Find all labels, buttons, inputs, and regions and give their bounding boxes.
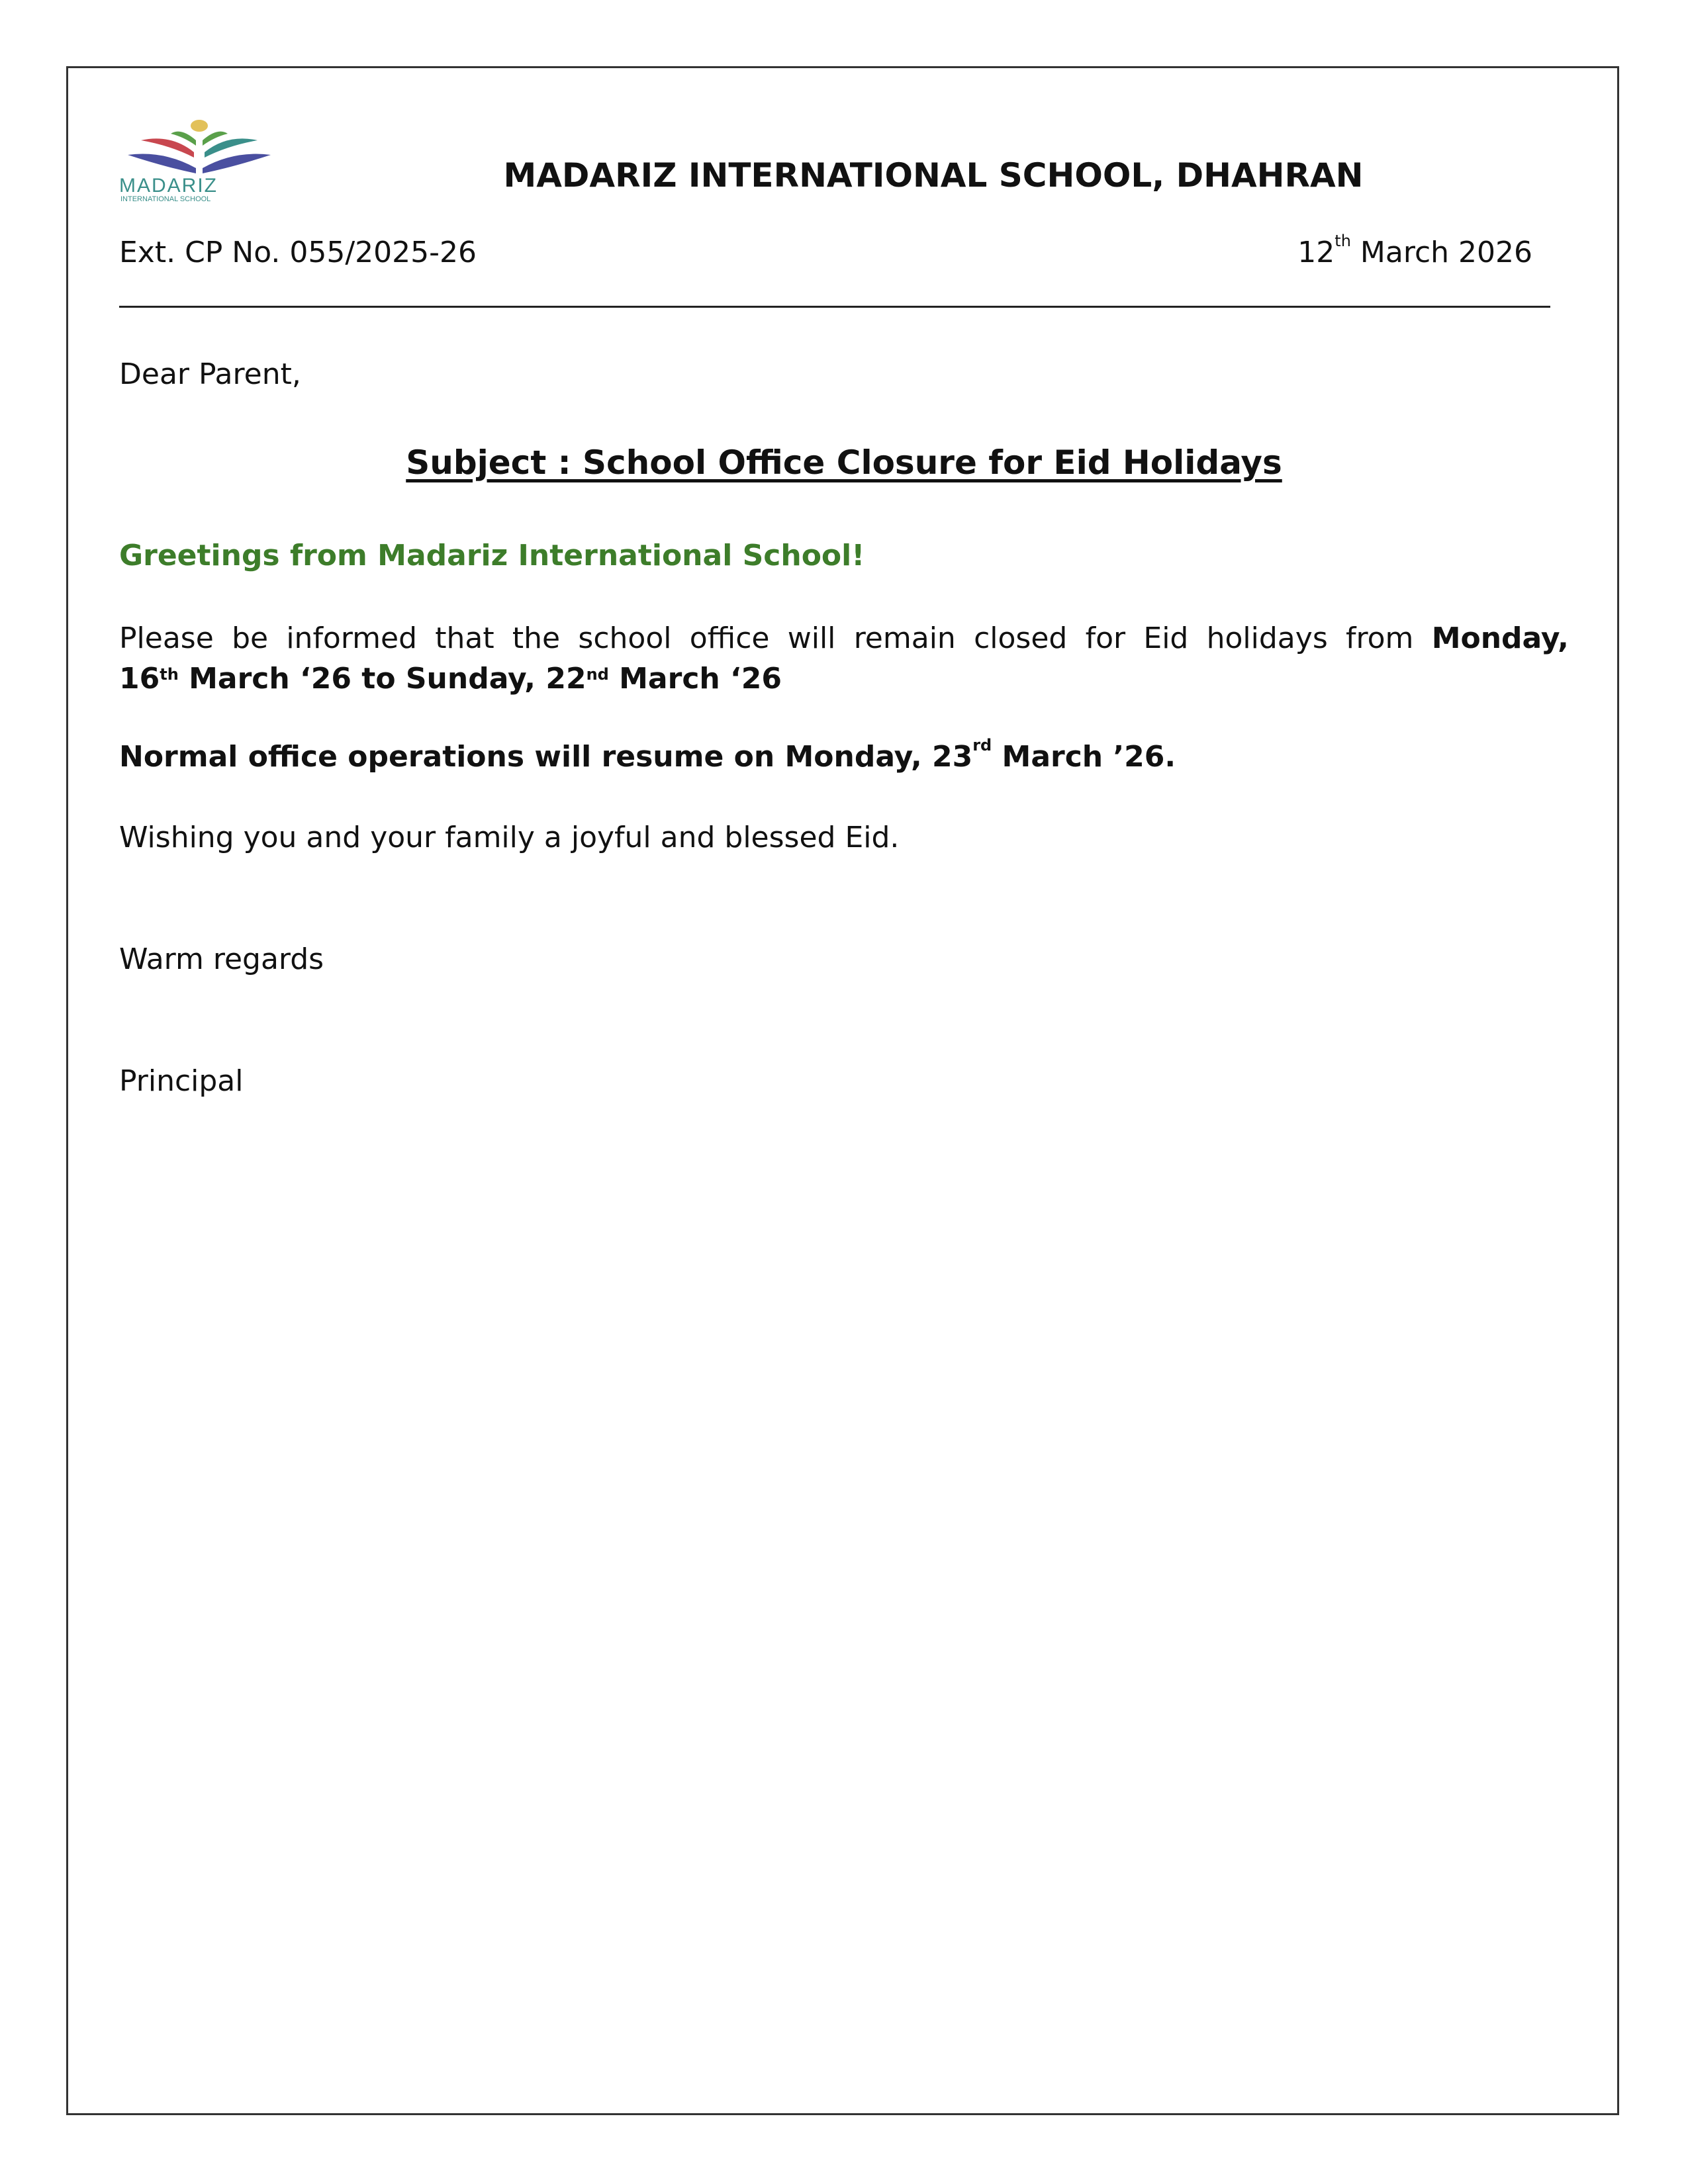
closure-range-text: March ‘26 to Sunday, 22: [178, 662, 586, 696]
closing-regards: Warm regards: [119, 942, 324, 976]
notice-word: Eid: [1143, 621, 1189, 655]
notice-word: Please: [119, 621, 214, 655]
notice-word: will: [787, 621, 836, 655]
signatory-title: Principal: [119, 1064, 244, 1098]
closure-end-text: March ‘26: [608, 662, 782, 696]
lotus-logo-icon: [118, 114, 280, 203]
closure-start-suffix: th: [160, 665, 179, 684]
notice-word: for: [1085, 621, 1126, 655]
greeting-line: Greetings from Madariz International School!: [119, 539, 865, 572]
notice-word: that: [435, 621, 494, 655]
date-day-suffix: th: [1335, 232, 1351, 250]
notice-word: remain: [853, 621, 956, 655]
resume-end: March ’26.: [992, 740, 1176, 774]
circular-reference: Ext. CP No. 055/2025-26: [119, 236, 477, 269]
salutation: Dear Parent,: [119, 357, 301, 391]
subject-heading: Subject : School Office Closure for Eid Holidays: [406, 443, 1282, 482]
notice-word: informed: [286, 621, 418, 655]
resume-text: Normal office operations will resume on Monday, 23: [119, 740, 973, 774]
header-divider: [119, 306, 1550, 308]
logo-wordmark: MADARIZ: [119, 175, 218, 197]
date-day: 12: [1297, 236, 1335, 269]
notice-word: closed: [974, 621, 1068, 655]
notice-word: be: [232, 621, 269, 655]
notice-word: office: [689, 621, 770, 655]
notice-line-2: [119, 659, 1569, 699]
notice-word: the: [512, 621, 561, 655]
notice-line-1: [119, 618, 1569, 659]
letter-date: [1297, 232, 1532, 269]
closure-start-day: 16: [119, 662, 160, 696]
resume-suffix: rd: [972, 736, 992, 754]
eid-wishes: Wishing you and your family a joyful and blessed Eid.: [119, 821, 900, 854]
notice-paragraph: [119, 618, 1569, 699]
school-name-heading: MADARIZ INTERNATIONAL SCHOOL, DHAHRAN: [503, 156, 1364, 195]
notice-start-day: Monday,: [1431, 621, 1569, 655]
resume-notice: [119, 736, 1176, 774]
date-month-year: March 2026: [1350, 236, 1532, 269]
closure-end-suffix: nd: [586, 665, 609, 684]
logo-subtext: INTERNATIONAL SCHOOL: [120, 195, 211, 203]
notice-word: school: [578, 621, 672, 655]
notice-word: holidays: [1206, 621, 1328, 655]
notice-word: from: [1346, 621, 1414, 655]
school-logo: [118, 114, 280, 203]
